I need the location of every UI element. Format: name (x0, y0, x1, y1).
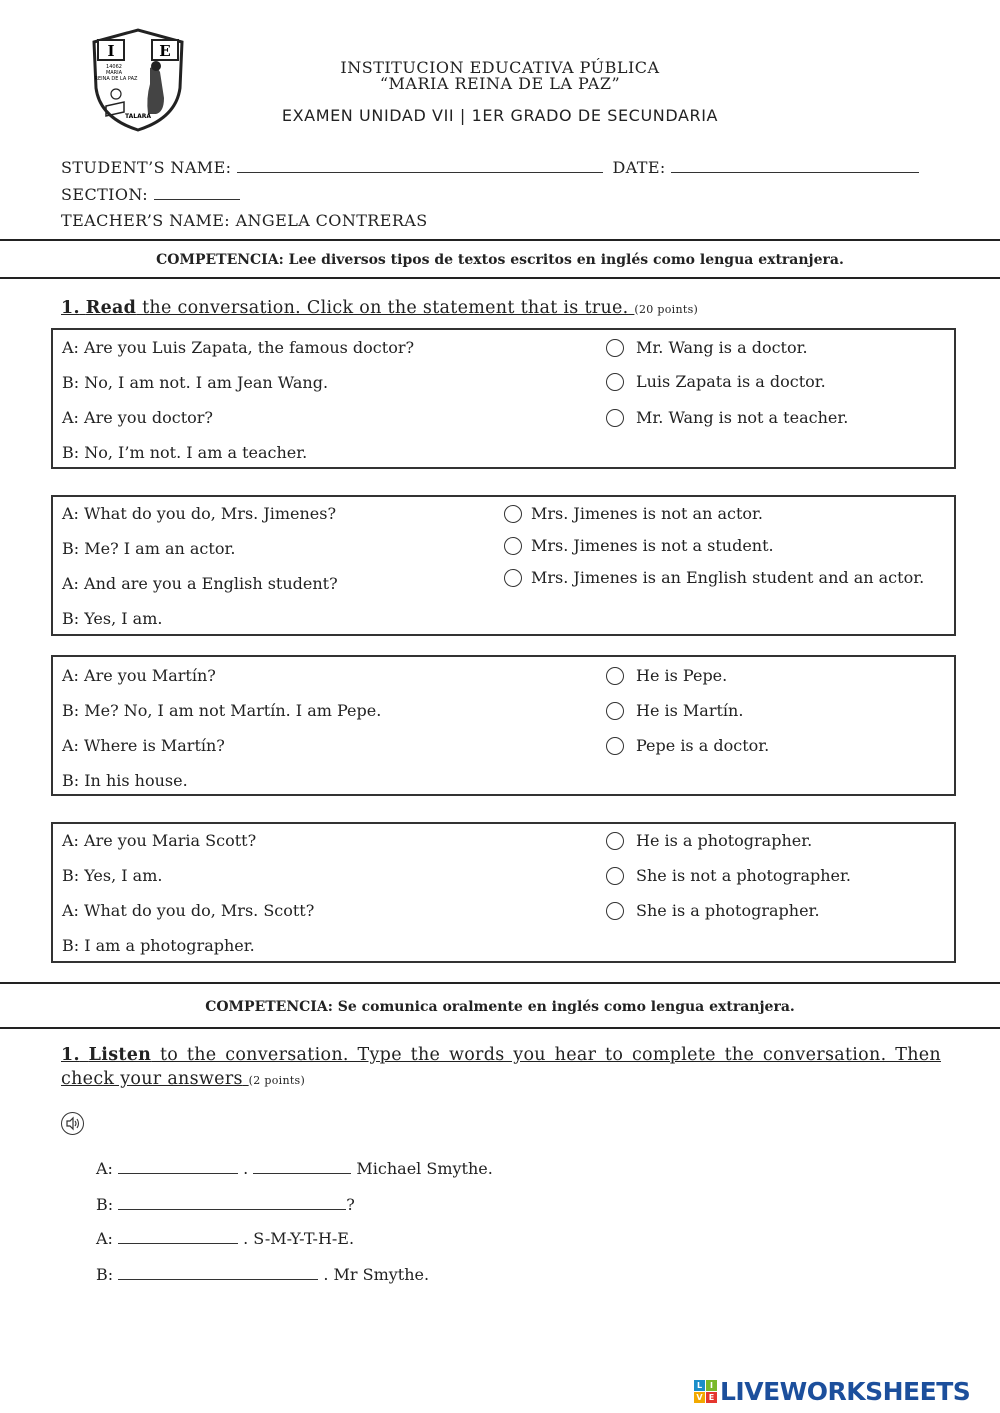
dialog-line: A: Are you Maria Scott? (62, 831, 257, 850)
answer-line-3 (96, 1229, 354, 1248)
question-box-1 (51, 328, 956, 469)
dialog-line: B: No, I’m not. I am a teacher. (62, 443, 308, 462)
option-label: He is Martín. (636, 701, 744, 720)
separator: . (238, 1159, 254, 1178)
divider (0, 277, 1000, 279)
radio-button[interactable] (606, 702, 624, 720)
logo-letter: I (706, 1380, 717, 1391)
dialog-line: A: Are you Luis Zapata, the famous doctor? (62, 338, 415, 357)
dialog-line: A: What do you do, Mrs. Scott? (62, 901, 315, 920)
dialog-line: B: In his house. (62, 771, 188, 790)
radio-button[interactable] (606, 902, 624, 920)
dialog-line: B: I am a photographer. (62, 936, 255, 955)
answer-option[interactable] (504, 536, 774, 555)
logo-text: LIVEWORKSHEETS (720, 1377, 971, 1406)
competencia-1-text: : Lee diversos tipos de textos escritos en inglés como lengua extranjera. (278, 252, 844, 268)
option-label: She is not a photographer. (636, 866, 851, 885)
crest-line2: MARIA (105, 70, 123, 76)
divider (0, 1027, 1000, 1029)
school-name-2: “MARIA REINA DE LA PAZ” (379, 74, 621, 93)
answer-option[interactable] (606, 831, 812, 850)
logo-badge (694, 1380, 717, 1403)
dialog-line: B: No, I am not. I am Jean Wang. (62, 373, 329, 392)
option-label: He is Pepe. (636, 666, 728, 685)
option-label: She is a photographer. (636, 901, 820, 920)
option-label: Mr. Wang is not a teacher. (636, 408, 849, 427)
option-label: Mrs. Jimenes is an English student and an actor. (531, 568, 925, 587)
dialog-line: B: Me? No, I am not Martín. I am Pepe. (62, 701, 382, 720)
option-label: Mrs. Jimenes is not a student. (531, 536, 774, 555)
blank-input[interactable] (253, 1159, 351, 1174)
logo-letter: V (694, 1392, 705, 1403)
answer-line-1 (96, 1159, 493, 1178)
blank-input[interactable] (118, 1229, 238, 1244)
competencia-1-label: COMPETENCIA (156, 252, 279, 268)
section2-instruction (61, 1043, 941, 1093)
crest-left-letter: I (107, 42, 115, 60)
answer-option[interactable] (606, 736, 769, 755)
blank-input[interactable] (118, 1159, 238, 1174)
answer-option[interactable] (606, 901, 820, 920)
dialog-line: A: Are you Martín? (62, 666, 216, 685)
answer-line-2 (96, 1195, 355, 1214)
radio-button[interactable] (606, 667, 624, 685)
section2-number: 1. (61, 1045, 80, 1065)
section1-points: (20 points) (634, 303, 699, 316)
section1-instruction (61, 296, 941, 322)
date-label: DATE: (612, 158, 666, 177)
speaker-icon[interactable] (61, 1112, 84, 1135)
radio-button[interactable] (504, 505, 522, 523)
exam-title: EXAMEN UNIDAD VII | 1ER GRADO DE SECUNDARIA (281, 106, 719, 125)
divider (0, 982, 1000, 984)
line-text: . S-M-Y-T-H-E. (238, 1229, 355, 1248)
crest-line1: 14062 (106, 64, 122, 70)
section-row (61, 185, 240, 204)
radio-button[interactable] (606, 832, 624, 850)
section1-keyword: Read (85, 298, 137, 318)
dialog-line: A: Where is Martín? (62, 736, 225, 755)
option-label: Mr. Wang is a doctor. (636, 338, 808, 357)
dialog-line: A: And are you a English student? (62, 574, 338, 593)
answer-line-4 (96, 1265, 429, 1284)
answer-option[interactable] (606, 666, 727, 685)
radio-button[interactable] (606, 737, 624, 755)
dialog-line: B: Me? I am an actor. (62, 539, 236, 558)
option-label: He is a photographer. (636, 831, 813, 850)
date-line[interactable] (671, 158, 919, 173)
section-label: SECTION: (61, 185, 149, 204)
line-text: Michael Smythe. (351, 1159, 493, 1178)
dialog-line: A: Are you doctor? (62, 408, 213, 427)
student-name-line[interactable] (237, 158, 603, 173)
dialog-line: B: Yes, I am. (62, 866, 163, 885)
section2-points: (2 points) (248, 1074, 306, 1087)
crest-line3: REINA DE LA PAZ (94, 76, 138, 82)
section-line[interactable] (154, 185, 240, 200)
student-name-row (61, 158, 919, 177)
liveworksheets-logo (694, 1377, 970, 1406)
divider (0, 239, 1000, 241)
dialog-line: A: What do you do, Mrs. Jimenes? (62, 504, 337, 523)
blank-input[interactable] (118, 1265, 318, 1280)
radio-button[interactable] (504, 537, 522, 555)
option-label: Pepe is a doctor. (636, 736, 770, 755)
option-label: Luis Zapata is a doctor. (636, 372, 826, 391)
answer-option[interactable] (606, 701, 743, 720)
option-label: Mrs. Jimenes is not an actor. (531, 504, 763, 523)
speaker-label: B: (96, 1265, 114, 1284)
section2-text: to the conversation. Type the words you hear to complete the conversation. Then check your answers (61, 1045, 941, 1089)
speaker-label: B: (96, 1195, 114, 1214)
answer-option[interactable] (504, 568, 924, 587)
section2-keyword: Listen (88, 1045, 152, 1065)
crest-right-letter: E (159, 42, 171, 60)
radio-button[interactable] (606, 339, 624, 357)
student-name-label: STUDENT’S NAME: (61, 158, 232, 177)
question-box-4 (51, 822, 956, 963)
logo-letter: L (694, 1380, 705, 1391)
answer-option[interactable] (606, 408, 848, 427)
competencia-2-label: COMPETENCIA (205, 999, 328, 1015)
speaker-label: A: (96, 1159, 113, 1178)
radio-button[interactable] (606, 867, 624, 885)
question-box-3 (51, 655, 956, 796)
answer-option[interactable] (606, 866, 851, 885)
section1-text: the conversation. Click on the statement that is true. (136, 298, 629, 318)
teacher-name: TEACHER’S NAME: ANGELA CONTRERAS (61, 211, 428, 230)
dialog-line: B: Yes, I am. (62, 609, 163, 628)
speaker-label: A: (96, 1229, 113, 1248)
radio-button[interactable] (504, 569, 522, 587)
logo-letter: E (706, 1392, 717, 1403)
answer-option[interactable] (504, 504, 763, 523)
school-name: INSTITUCION EDUCATIVA PÚBLICA (340, 58, 660, 77)
question-box-2 (51, 495, 956, 636)
competencia-2 (0, 999, 1000, 1015)
answer-option[interactable] (606, 372, 826, 391)
competencia-2-text: : Se comunica oralmente en inglés como lengua extranjera. (327, 999, 795, 1015)
line-text: . Mr Smythe. (318, 1265, 430, 1284)
crest-bottom-text: TALARA (124, 113, 152, 120)
line-text: ? (346, 1195, 355, 1214)
section1-number: 1. (61, 298, 80, 318)
blank-input[interactable] (118, 1195, 346, 1210)
competencia-1 (0, 252, 1000, 268)
radio-button[interactable] (606, 409, 624, 427)
radio-button[interactable] (606, 373, 624, 391)
answer-option[interactable] (606, 338, 808, 357)
